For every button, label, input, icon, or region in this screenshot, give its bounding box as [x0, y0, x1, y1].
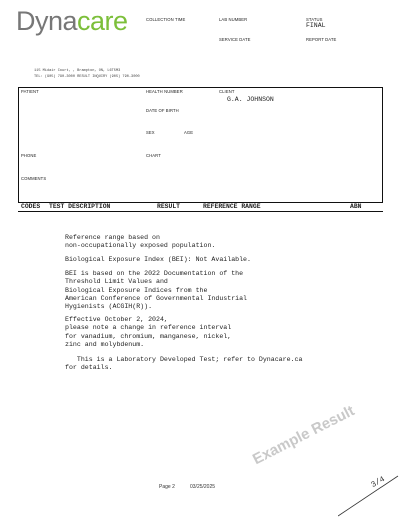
note-bei: Biological Exposure Index (BEI): Not Available. [65, 256, 251, 263]
lab-address: 115 Midair Court, , Brampton, ON, L6T5M3 [34, 69, 121, 73]
chart-label: CHART [146, 153, 161, 158]
lab-phone: TEL: (905) 790-3000 RESULT INQUIRY (905) 790-3000 [34, 75, 140, 79]
comments-label: COMMENTS [21, 176, 47, 181]
date-of-birth-label: DATE OF BIRTH [146, 108, 179, 113]
client-label: CLIENT [219, 89, 235, 94]
column-test-description: TEST DESCRIPTION [49, 203, 111, 210]
logo-text-dyna: Dyna [16, 6, 78, 36]
footer-page-label: Page 2 [159, 484, 175, 490]
column-codes: CODES [21, 203, 41, 210]
page-count: 3/4 [369, 475, 387, 490]
column-reference-range: REFERENCE RANGE [203, 203, 261, 210]
phone-label: PHONE [21, 153, 37, 158]
client-name: G.A. JOHNSON [227, 96, 274, 103]
note-lab-developed-test: This is a Laboratory Developed Test; refer to Dynacare.ca for details. [65, 356, 303, 372]
age-label: AGE [184, 130, 194, 135]
column-result: RESULT [157, 203, 181, 210]
sex-label: SEX [146, 130, 155, 135]
column-abn: ABN [350, 203, 362, 210]
column-header-rule [18, 211, 383, 212]
status-label: STATUS [306, 17, 323, 22]
patient-info-box [18, 87, 383, 203]
service-date-label: SERVICE DATE [219, 37, 251, 42]
example-result-watermark: Example Result [250, 402, 358, 469]
collection-time-label: COLLECTION TIME [146, 17, 186, 22]
report-date-label: REPORT DATE [306, 37, 337, 42]
note-interval-change: Effective October 2, 2024, please note a change in reference interval for vanadium, chromium, manganese, nickel, zinc and molybdenum. [65, 316, 232, 348]
corner-diagonal-line [338, 468, 400, 518]
lab-number-label: LAB NUMBER [219, 17, 248, 22]
patient-label: PATIENT [21, 89, 39, 94]
note-reference-range: Reference range based on non-occupationally exposed population. [65, 234, 216, 250]
status-value: FINAL [306, 22, 326, 29]
note-bei-source: BEI is based on the 2022 Documentation of the Threshold Limit Values and Biological Exposure Indices from the American Conference of Governmental Industrial Hygienists (ACGIH(R)). [65, 270, 248, 311]
dynacare-logo [16, 8, 128, 35]
footer-date: 03/25/2025 [190, 484, 216, 490]
health-number-label: HEALTH NUMBER [146, 89, 183, 94]
logo-text-care: care [77, 6, 128, 36]
